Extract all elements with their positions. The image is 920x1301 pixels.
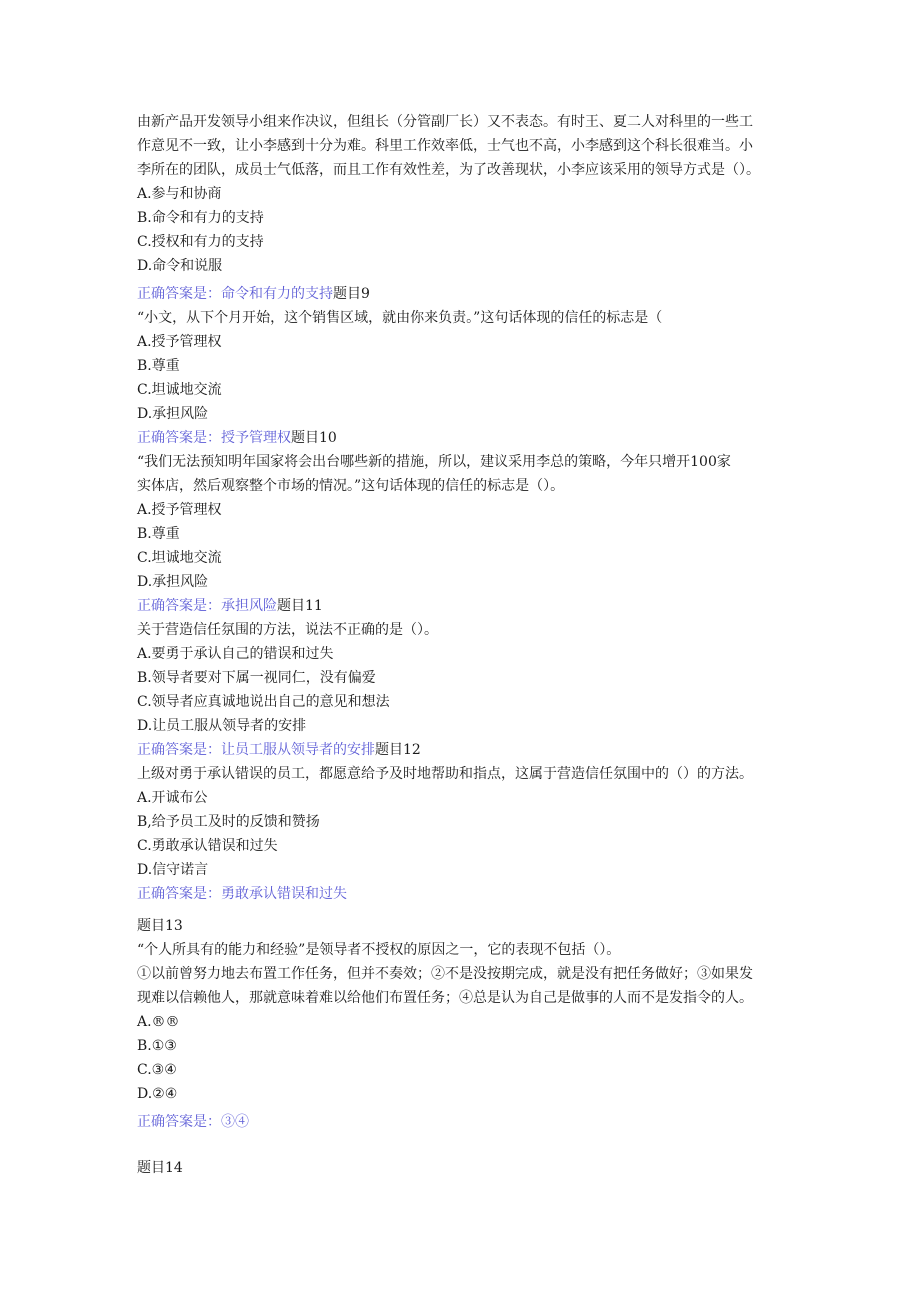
question-stem-line: 由新产品开发领导小组来作决议，但组长（分管副厂长）又不表态。有时王、夏二人对科里的一些工 xyxy=(137,114,753,130)
option-c: C.授权和有力的支持 xyxy=(137,234,264,250)
question-stem: 上级对勇于承认错误的员工，都愿意给予及时地帮助和指点，这属于营造信任氛围中的（）的方法。 xyxy=(137,766,753,782)
answer-line xyxy=(137,426,797,450)
question-stem: “个人所具有的能力和经验”是领导者不授权的原因之一，它的表现不包括（）。 xyxy=(137,942,621,958)
option-a: A.参与和协商 xyxy=(137,186,222,202)
correct-answer: 正确答案是：让员工服从领导者的安排 xyxy=(137,742,375,758)
option-d: D.承担风险 xyxy=(137,574,209,590)
option-a: A.®® xyxy=(137,1014,180,1030)
answer-line xyxy=(137,738,797,762)
option-c: C.勇敢承认错误和过失 xyxy=(137,838,278,854)
document-body xyxy=(137,110,797,1180)
option-c: C.领导者应真诚地说出自己的意见和想法 xyxy=(137,694,390,710)
option-b: B.领导者要对下属一视同仁，没有偏爱 xyxy=(137,670,376,686)
question-stem-line: 作意见不一致，让小李感到十分为难。科里工作效率低，士气也不高，小李感到这个科长很难当。小 xyxy=(137,138,753,154)
question-detail-line: ①以前曾努力地去布置工作任务，但并不奏效；②不是没按期完成，就是没有把任务做好；③如果发 xyxy=(137,966,753,982)
correct-answer: 正确答案是：命令和有力的支持 xyxy=(137,286,333,302)
option-c: C.③④ xyxy=(137,1062,177,1078)
question-stem-line: 实体店，然后观察整个市场的情况。”这句话体现的信任的标志是（）。 xyxy=(137,478,565,494)
option-b: B.命令和有力的支持 xyxy=(137,210,264,226)
option-b: B,给予员工及时的反馈和赞扬 xyxy=(137,814,320,830)
option-a: A.要勇于承认自己的错误和过失 xyxy=(137,646,334,662)
correct-answer: 正确答案是：承担风险 xyxy=(137,598,277,614)
next-question-title: 题目12 xyxy=(375,742,421,758)
correct-answer: 正确答案是：授予管理权 xyxy=(137,430,291,446)
correct-answer: 正确答案是：③④ xyxy=(137,1114,249,1130)
option-b: B.尊重 xyxy=(137,358,180,374)
option-c: C.坦诚地交流 xyxy=(137,550,222,566)
option-b: B.尊重 xyxy=(137,526,180,542)
correct-answer: 正确答案是：勇敢承认错误和过失 xyxy=(137,886,347,902)
option-d: D.承担风险 xyxy=(137,406,209,422)
option-c: C.坦诚地交流 xyxy=(137,382,222,398)
next-question-title: 题目11 xyxy=(277,598,323,614)
next-question-title: 题目10 xyxy=(291,430,337,446)
question-stem-line: “我们无法预知明年国家将会出台哪些新的措施，所以，建议采用李总的策略，今年只增开100家 xyxy=(137,454,731,470)
question-title: 题目14 xyxy=(137,1160,183,1176)
option-a: A.授予管理权 xyxy=(137,334,222,350)
question-stem-line: 李所在的团队，成员士气低落，而且工作有效性差，为了改善现状，小李应该采用的领导方式是（）。 xyxy=(137,162,760,178)
option-a: A.授予管理权 xyxy=(137,502,222,518)
option-d: D.②④ xyxy=(137,1086,178,1102)
option-b: B.①③ xyxy=(137,1038,177,1054)
option-d: D.命令和说服 xyxy=(137,258,223,274)
question-stem: 关于营造信任氛围的方法，说法不正确的是（）。 xyxy=(137,622,438,638)
question-stem: “小文，从下个月开始，这个销售区域，就由你来负责。”这句话体现的信任的标志是（ xyxy=(137,310,663,326)
option-d: D.信守诺言 xyxy=(137,862,209,878)
answer-line xyxy=(137,282,797,306)
question-title: 题目13 xyxy=(137,918,183,934)
question-detail-line: 现难以信赖他人，那就意味着难以给他们布置任务；④总是认为自己是做事的人而不是发指令的人。 xyxy=(137,990,753,1006)
answer-line xyxy=(137,594,797,618)
option-d: D.让员工服从领导者的安排 xyxy=(137,718,307,734)
option-a: A.开诚布公 xyxy=(137,790,208,806)
next-question-title: 题目9 xyxy=(333,286,370,302)
